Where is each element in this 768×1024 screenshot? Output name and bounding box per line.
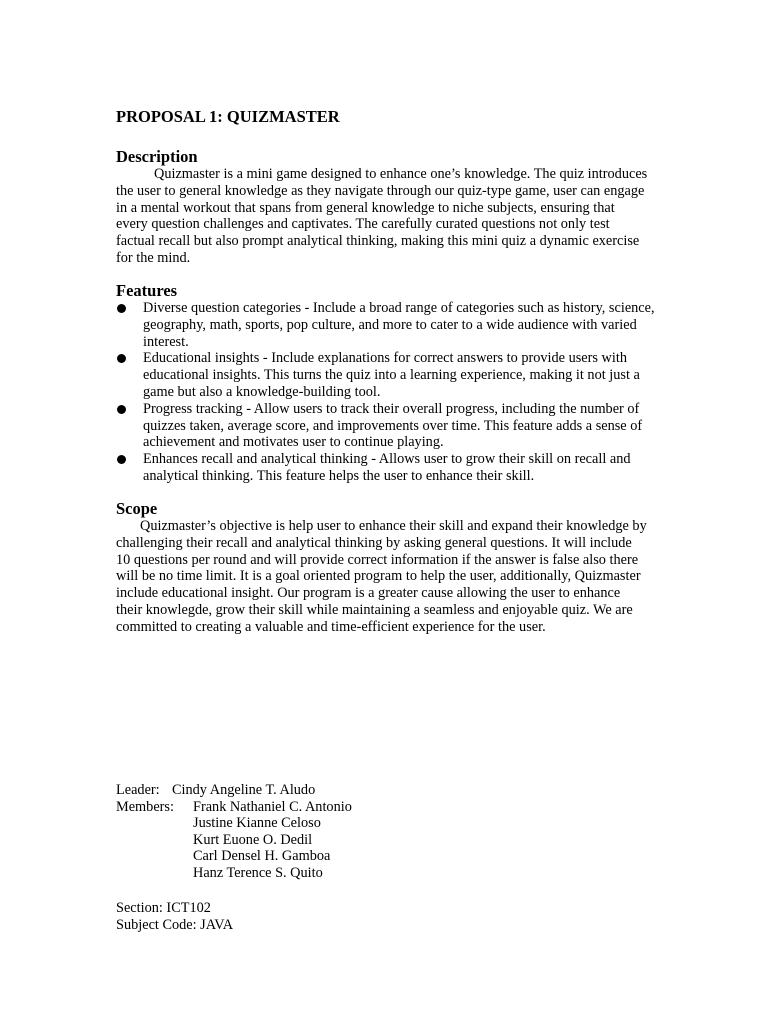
bullet-icon	[117, 354, 126, 363]
members-label: Members:	[116, 798, 174, 815]
feature-text: Diverse question categories - Include a broad range of categories such as history, science, geography, math, sports, pop culture, and more to cater to a wide audience with varied interest.	[143, 300, 655, 350]
scope-text: Quizmaster’s objective is help user to enhance their skill and expand their knowledge by challenging their recall and analytical thinking by asking general questions. It will include 10 questions per round and will provide correct information if the answer is false also there will be no time limit. It is a goal oriented program to help the user, additionally, Quizmaster include educational insight. Our program is a greater cause allowing the user to enhance their knowlegde, grow their skill while maintaining a seamless and enjoyable quiz. We are committed to creating a valuable and time-efficient experience for the user.	[116, 518, 647, 635]
member-name: Frank Nathaniel C. Antonio	[193, 798, 352, 815]
member-name: Justine Kianne Celoso	[193, 815, 321, 832]
members-row	[116, 799, 352, 816]
leader-name: Cindy Angeline T. Aludo	[172, 782, 316, 798]
list-item	[116, 350, 656, 400]
features-list	[116, 300, 656, 485]
bullet-icon	[117, 304, 126, 313]
leader-label: Leader:	[116, 782, 160, 798]
course-info	[116, 900, 233, 933]
bullet-icon	[117, 455, 126, 464]
feature-text: Progress tracking - Allow users to track their overall progress, including the number of quizzes taken, average score, and improvements over time. This feature adds a sense of achievement and motivates user to continue playing.	[143, 400, 643, 451]
description-text: Quizmaster is a mini game designed to enhance one’s knowledge. The quiz introduces the user to general knowledge as they navigate through our quiz-type game, user can engage in a mental workout that spans from general knowledge to niche subjects, ensuring that every question challenges and captivates. The carefully curated questions not only test factual recall but also prompt analytical thinking, making this mini quiz a dynamic exercise for the mind.	[116, 166, 648, 266]
feature-text: Enhances recall and analytical thinking - Allows user to grow their skill on recall and analytical thinking. This feature helps the user to enhance their skill.	[143, 451, 631, 484]
list-item	[116, 451, 656, 485]
leader-row	[116, 782, 352, 799]
list-item	[116, 300, 656, 350]
feature-text: Educational insights - Include explanations for correct answers to provide users with educational insights. This turns the quiz into a learning experience, making it not just a game but also a knowledge-building tool.	[143, 350, 640, 400]
section-line: Section: ICT102	[116, 900, 211, 916]
list-item	[116, 401, 656, 451]
bullet-icon	[117, 405, 126, 414]
features-heading: Features	[116, 281, 178, 300]
scope-heading: Scope	[116, 499, 158, 518]
description-heading: Description	[116, 147, 198, 166]
page-title: PROPOSAL 1: QUIZMASTER	[116, 107, 340, 126]
subject-code-line: Subject Code: JAVA	[116, 916, 234, 933]
member-name: Carl Densel H. Gamboa	[193, 848, 331, 865]
team-block	[116, 782, 352, 882]
member-name: Kurt Euone O. Dedil	[193, 831, 313, 848]
member-name: Hanz Terence S. Quito	[193, 864, 323, 881]
